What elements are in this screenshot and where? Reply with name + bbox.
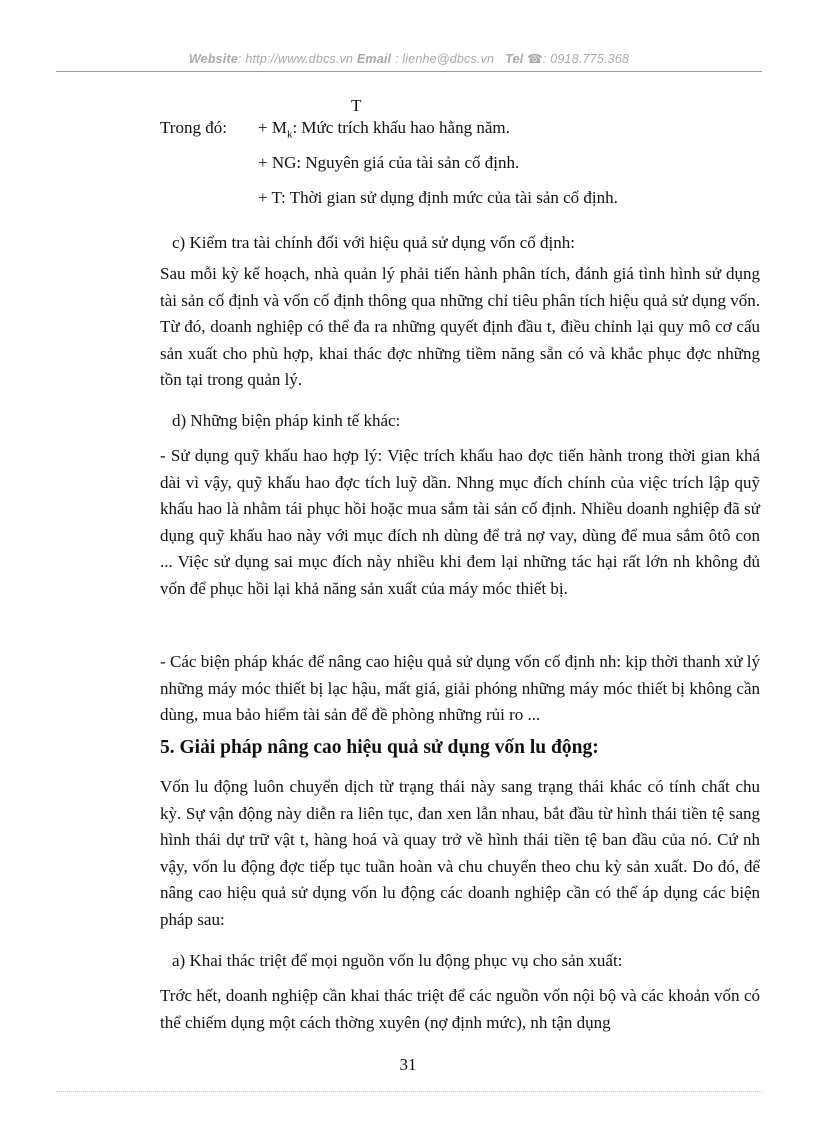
section-d-paragraph-2: - Các biện pháp khác để nâng cao hiệu quả sử dụng vốn cố định nh: kịp thời thanh xử lý những máy móc thiết bị lạc hậu, mất giá, giải phóng những máy móc thiết bị không cần dùng, mua bảo hiểm tài sản để đề phòng những rủi ro ... [160, 652, 760, 724]
legend-intro: Trong đó: [160, 118, 227, 137]
legend-mk-sub: k [286, 128, 293, 141]
footer-divider [56, 1091, 762, 1092]
legend-t: + T: Thời gian sử dụng định mức của tài sản cố định. [258, 188, 618, 207]
phone-icon: ☎ [527, 52, 543, 66]
section-5a-heading: a) Khai thác triệt để mọi nguồn vốn lu động phục vụ cho sản xuất: [172, 951, 623, 970]
email-address: : lienhe@dbcs.vn [394, 52, 495, 66]
legend-ng: + NG: Nguyên giá của tài sản cố định. [258, 153, 520, 172]
website-label: Website [188, 52, 238, 66]
section-c-heading: c) Kiểm tra tài chính đối với hiệu quả sử dụng vốn cố định: [172, 233, 575, 252]
page-number: 31 [399, 1055, 417, 1074]
legend-mk-text: : Mức trích khấu hao hằng năm. [292, 118, 510, 137]
tel-number: : 0918.775.368 [542, 52, 630, 66]
website-url: : http://www.dbcs.vn [238, 52, 354, 66]
section-d-heading: d) Những biện pháp kinh tế khác: [172, 411, 401, 430]
legend-mk-prefix: + M [258, 118, 287, 137]
tel-label: Tel [505, 52, 524, 66]
email-label: Email [356, 52, 392, 66]
section-5a-paragraph: Trớc hết, doanh nghiệp cần khai thác triệt để các nguồn vốn nội bộ và các khoản vốn có thể chiếm dụng một cách thờng xuyên (nợ định mức), nh tận dụng [160, 986, 760, 1032]
section-5-heading: 5. Giải pháp nâng cao hiệu quả sử dụng vốn lu động: [160, 737, 599, 758]
section-5-paragraph: Vốn lu động luôn chuyển dịch từ trạng thái này sang trạng thái khác có tính chất chu kỳ. Sự vận động này diễn ra liên tục, đan xen lẫn nhau, bắt đầu từ hình thái tiền tệ sang hình thái dự trữ vật t, hàng hoá và quay trở về hình thái tiền tệ ban đầu của nó. Cứ nh vậy, vốn lu động đợc tiếp tục tuần hoàn và chu chuyển theo chu kỳ sản xuất. Do đó, để nâng cao hiệu quả sử dụng vốn lu động các doanh nghiệp cần có thể áp dụng các biện pháp sau: [160, 777, 760, 929]
legend-mk [258, 117, 510, 145]
section-d-paragraph-1: - Sử dụng quỹ khấu hao hợp lý: Việc trích khấu hao đợc tiến hành trong thời gian khá dài vì vậy, quỹ khấu hao đợc tích luỹ dần. Nhng mục đích chính của việc trích lập quỹ khấu hao là nhằm tái phục hồi hoặc mua sắm tài sản cố định. Nhiều doanh nghiệp đã sử dụng quỹ khấu hao này với mục đích nh dùng để trả nợ vay, dùng để mua sắm ôtô con ... Việc sử dụng sai mục đích này nhiều khi đem lại những tác hại rất lớn nh không đủ vốn để phục hồi lại khả năng sản xuất của máy móc thiết bị. [160, 446, 760, 598]
formula-t-label: T [351, 96, 362, 115]
section-c-paragraph: Sau mỗi kỳ kế hoạch, nhà quản lý phải tiến hành phân tích, đánh giá tình hình sử dụng tài sản cố định và vốn cố định thông qua những chỉ tiêu phân tích hiệu quả sử dụng vốn. Từ đó, doanh nghiệp có thể đa ra những quyết định đầu t, điều chỉnh lại quy mô cơ cấu sản xuất cho phù hợp, khai thác đợc những tiềm năng sẵn có và khắc phục đợc những tồn tại trong quản lý. [160, 264, 760, 389]
